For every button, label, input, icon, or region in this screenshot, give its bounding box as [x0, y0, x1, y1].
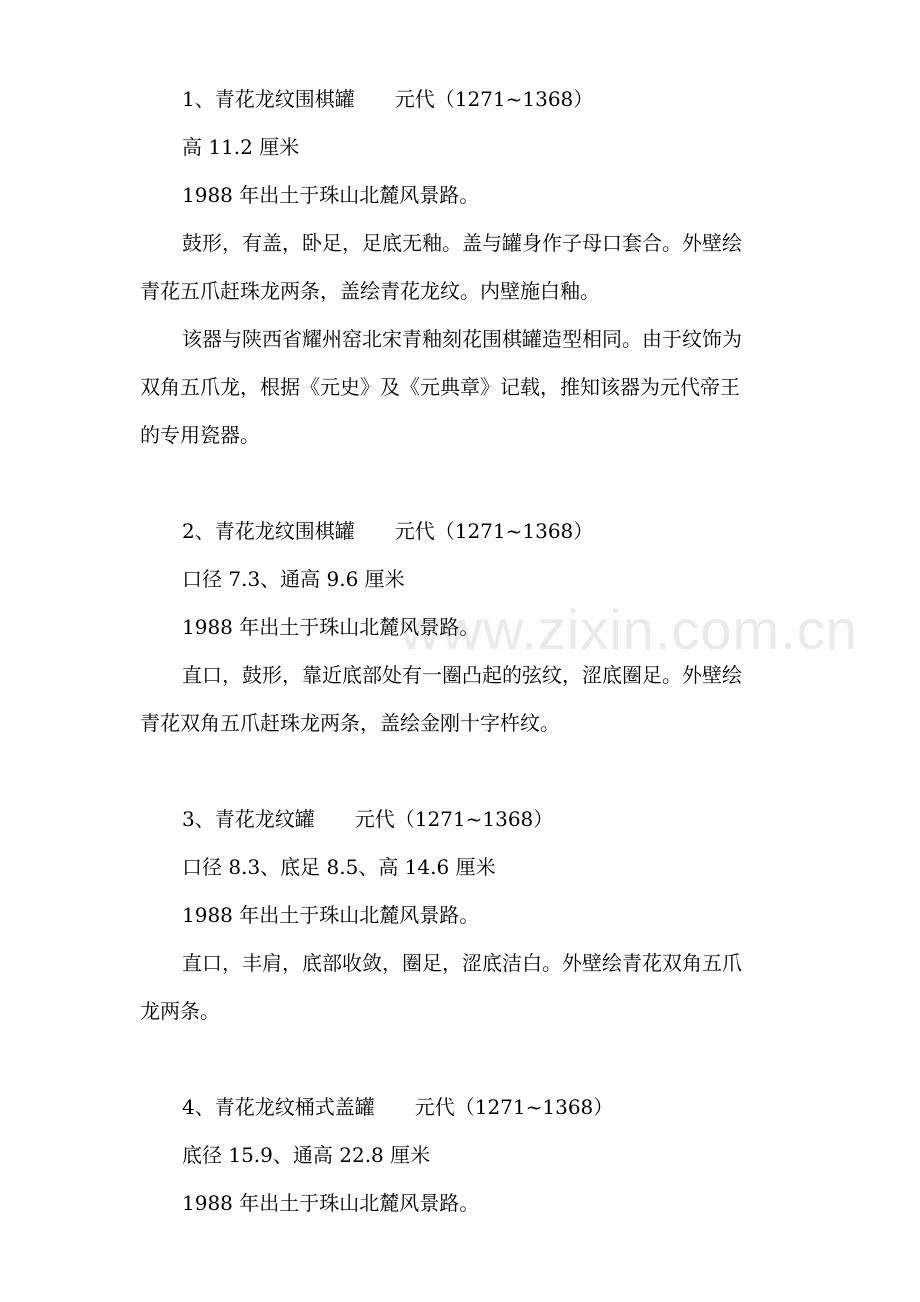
entry-4-size: 底径 15.9、通高 22.8 厘米	[182, 1143, 431, 1167]
entry-2-provenance: 1988 年出土于珠山北麓风景路。	[182, 615, 480, 639]
entry-4-provenance: 1988 年出土于珠山北麓风景路。	[182, 1191, 480, 1215]
entry-2-description-line-2: 青花双角五爪赶珠龙两条，盖绘金刚十字杵纹。	[140, 711, 560, 735]
entry-3-provenance: 1988 年出土于珠山北麓风景路。	[182, 903, 480, 927]
entry-1-title: 1、青花龙纹围棋罐 元代（1271~1368）	[182, 87, 594, 111]
watermark: www.zixin.com.cn	[400, 598, 858, 661]
entry-1-note-line-3: 的专用瓷器。	[140, 423, 260, 447]
entry-3-title: 3、青花龙纹罐 元代（1271~1368）	[182, 807, 554, 831]
entry-2-title: 2、青花龙纹围棋罐 元代（1271~1368）	[182, 519, 594, 543]
entry-1-description-line-2: 青花五爪赶珠龙两条，盖绘青花龙纹。内壁施白釉。	[140, 279, 600, 303]
entry-1-note-line-2: 双角五爪龙，根据《元史》及《元典章》记载，推知该器为元代帝王	[140, 375, 740, 399]
entry-1-description-line-1: 鼓形，有盖，卧足，足底无釉。盖与罐身作子母口套合。外壁绘	[182, 231, 742, 255]
entry-2-description-line-1: 直口，鼓形，靠近底部处有一圈凸起的弦纹，涩底圈足。外壁绘	[182, 663, 742, 687]
entry-3-description-line-2: 龙两条。	[140, 999, 220, 1023]
entry-3-size: 口径 8.3、底足 8.5、高 14.6 厘米	[182, 855, 496, 879]
entry-1-size: 高 11.2 厘米	[182, 135, 300, 159]
entry-3-description-line-1: 直口，丰肩，底部收敛，圈足，涩底洁白。外壁绘青花双角五爪	[182, 951, 742, 975]
entry-4-title: 4、青花龙纹桶式盖罐 元代（1271~1368）	[182, 1095, 614, 1119]
entry-2-size: 口径 7.3、通高 9.6 厘米	[182, 567, 405, 591]
entry-1-note-line-1: 该器与陕西省耀州窑北宋青釉刻花围棋罐造型相同。由于纹饰为	[182, 327, 742, 351]
entry-1-provenance: 1988 年出土于珠山北麓风景路。	[182, 183, 480, 207]
